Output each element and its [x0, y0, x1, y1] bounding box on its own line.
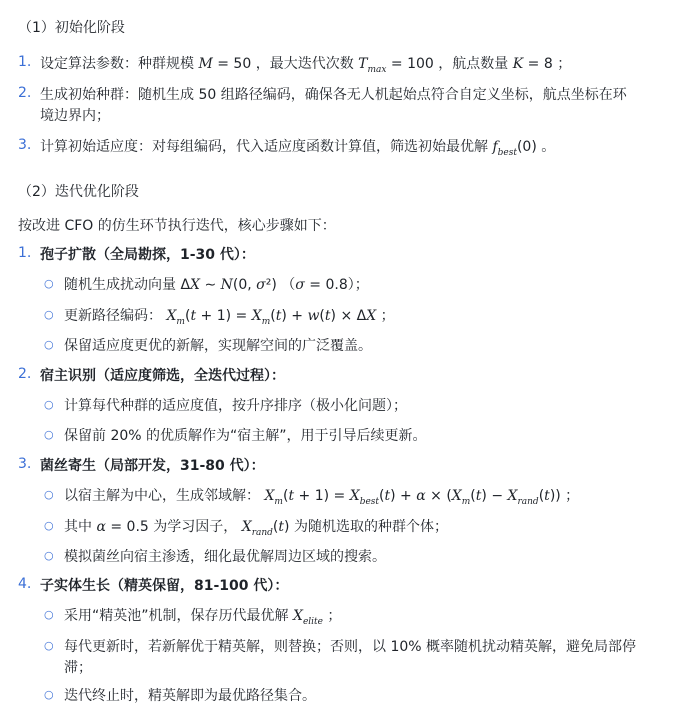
- section-1-heading: （1）初始化阶段: [18, 20, 125, 36]
- bullet-icon: ○: [44, 488, 54, 501]
- sub-item: 采用“精英池”机制，保存历代最优解 $X_{elite}$ ；: [64, 608, 342, 627]
- step-title: 孢子扩散（全局勘探，1-30 代）：: [40, 247, 255, 263]
- section-2-intro: 按改进 CFO 的仿生环节执行迭代，核心步骤如下：: [18, 218, 336, 234]
- list-item-line: 境边界内；: [40, 108, 110, 124]
- bullet-icon: ○: [44, 608, 54, 621]
- bullet-icon: ○: [44, 398, 54, 411]
- sub-item: 随机生成扰动向量 ΔX ∼ N(0, σ²) （σ = 0.8）；: [64, 277, 369, 293]
- step-number: 2.: [18, 366, 32, 382]
- sub-item-line: 每代更新时，若新解优于精英解，则替换；否则，以 10% 概率随机扰动精英解，避免局部停: [64, 639, 637, 655]
- bullet-icon: ○: [44, 338, 54, 351]
- sub-item: 保留适应度更优的新解，实现解空间的广泛覆盖。: [64, 338, 372, 354]
- sub-item: 更新路径编码： $X_m(t + 1) = X_m(t) + w(t) \times \Delta X$ ；: [64, 308, 395, 327]
- bullet-icon: ○: [44, 639, 54, 652]
- step-number: 1.: [18, 245, 32, 261]
- sub-item: 迭代终止时，精英解即为最优路径集合。: [64, 688, 316, 704]
- sub-item: 模拟菌丝向宿主渗透，细化最优解周边区域的搜索。: [64, 549, 386, 565]
- step-number: 4.: [18, 576, 32, 592]
- bullet-icon: ○: [44, 308, 54, 321]
- list-item-line: 生成初始种群：随机生成 50 组路径编码，确保各无人机起始点符合自定义坐标，航点坐标在环: [40, 87, 627, 103]
- step-title: 宿主识别（适应度筛选，全迭代过程）：: [40, 368, 285, 384]
- sub-item: 其中 α = 0.5 为学习因子， $X_{rand}(t)$ 为随机选取的种群个体；: [64, 519, 448, 538]
- sub-item-line: 滞；: [64, 660, 92, 676]
- bullet-icon: ○: [44, 688, 54, 701]
- step-title: 子实体生长（精英保留，81-100 代）：: [40, 578, 289, 594]
- list-item: 设定算法参数：种群规模 M = 50 ，最大迭代次数 $T_{max} = 100$ ，航点数量 K = 8 ；: [40, 56, 572, 75]
- step-number: 3.: [18, 456, 32, 472]
- bullet-icon: ○: [44, 519, 54, 532]
- bullet-icon: ○: [44, 428, 54, 441]
- sub-item: 计算每代种群的适应度值，按升序排序（极小化问题）；: [64, 398, 407, 414]
- step-title: 菌丝寄生（局部开发，31-80 代）：: [40, 458, 265, 474]
- sub-item: 保留前 20% 的优质解作为“宿主解”，用于引导后续更新。: [64, 428, 427, 444]
- list-item: 计算初始适应度：对每组编码，代入适应度函数计算值，筛选初始最优解 $f_{best}(0)$ 。: [40, 139, 556, 158]
- sub-item: 以宿主解为中心，生成邻域解： $X_m(t + 1) = X_{best}(t) + \alpha \times (X_m(t) - X_{rand}(t))$ ；: [64, 488, 580, 507]
- section-2-heading: （2）迭代优化阶段: [18, 184, 139, 200]
- list-number: 3.: [18, 137, 32, 153]
- list-number: 2.: [18, 85, 32, 101]
- bullet-icon: ○: [44, 277, 54, 290]
- list-number: 1.: [18, 54, 32, 70]
- bullet-icon: ○: [44, 549, 54, 562]
